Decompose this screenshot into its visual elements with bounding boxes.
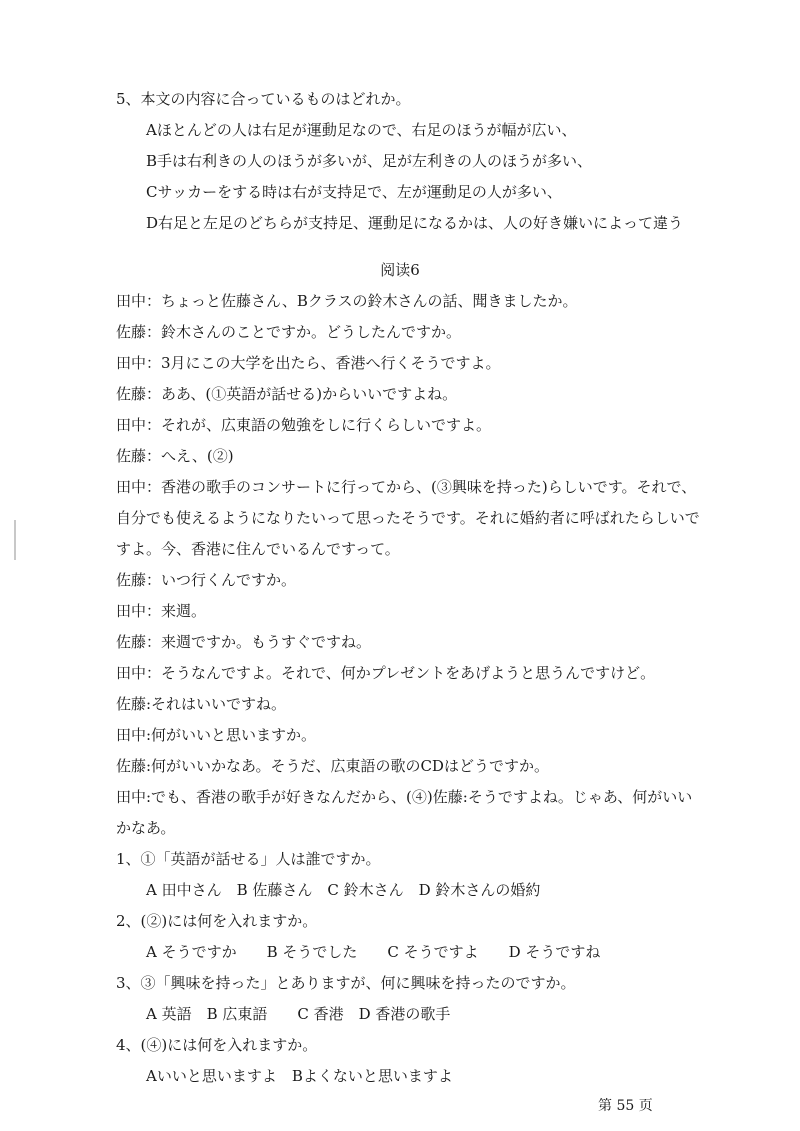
dialogue-line: かなあ。 — [116, 819, 176, 837]
dialogue-line: 田中:何がいいと思いますか。 — [116, 726, 317, 744]
question-1-options: A 田中さん B 佐藤さん C 鈴木さん D 鈴木さんの婚約 — [146, 881, 541, 899]
dialogue-line: 田中:でも、香港の歌手が好きなんだから、(④)佐藤:そうですよね。じゃあ、何がいい — [116, 788, 693, 806]
dialogue-line: 佐藤:それはいいですね。 — [116, 695, 287, 713]
page-number: 第 55 页 — [598, 1098, 653, 1114]
question-4-stem: 4、(④)には何を入れますか。 — [116, 1036, 318, 1054]
dialogue-line: 佐藤：ああ、(①英語が話せる)からいいですよね。 — [116, 385, 458, 403]
dialogue-line: 田中：そうなんですよ。それで、何かプレゼントをあげようと思うんですけど。 — [116, 664, 656, 682]
dialogue-line: 佐藤：いつ行くんですか。 — [116, 571, 297, 589]
question-5-option-b: B手は右利きの人のほうが多いが、足が左利きの人のほうが多い、 — [146, 152, 593, 170]
question-5-option-c: Cサッカーをする時は右が支持足で、左が運動足の人が多い、 — [146, 183, 562, 201]
scan-binding-mark — [14, 520, 16, 560]
dialogue-line: 佐藤:何がいいかなあ。そうだ、広東語の歌のCDはどうですか。 — [116, 757, 549, 775]
dialogue-line: 自分でも使えるようになりたいって思ったそうです。それに婚約者に呼ばれたらしいで — [116, 509, 700, 527]
dialogue-line: 田中：ちょっと佐藤さん、Bクラスの鈴木さんの話、聞きましたか。 — [116, 292, 578, 310]
question-5-option-a: Aほとんどの人は右足が運動足なので、右足のほうが幅が広い、 — [146, 121, 577, 139]
question-4-options: Aいいと思いますよ Bよくないと思いますよ — [146, 1067, 453, 1085]
question-2-stem: 2、(②)には何を入れますか。 — [116, 912, 318, 930]
question-3-options: A 英語 B 広東語 C 香港 D 香港の歌手 — [146, 1005, 451, 1023]
question-5-option-d: D右足と左足のどちらが支持足、運動足になるかは、人の好き嫌いによって違う — [146, 214, 684, 232]
question-5-stem: 5、本文の内容に合っているものはどれか。 — [116, 90, 411, 108]
dialogue-line: 佐藤：へえ、(②) — [116, 447, 234, 465]
dialogue-line: 田中：3月にこの大学を出たら、香港へ行くそうですよ。 — [116, 354, 501, 372]
question-3-stem: 3、③「興味を持った」とありますが、何に興味を持ったのですか。 — [116, 974, 576, 992]
dialogue-line: 田中：それが、広東語の勉強をしに行くらしいですよ。 — [116, 416, 492, 434]
section-title: 阅读6 — [380, 261, 420, 279]
question-1-stem: 1、①「英語が話せる」人は誰ですか。 — [116, 850, 381, 868]
dialogue-line: すよ。今、香港に住んでいるんですって。 — [116, 540, 400, 558]
dialogue-line: 佐藤：来週ですか。もうすぐですね。 — [116, 633, 372, 651]
dialogue-line: 田中：来週。 — [116, 602, 207, 620]
question-2-options: A そうですか B そうでした C そうですよ D そうですね — [146, 943, 601, 961]
dialogue-line: 佐藤：鈴木さんのことですか。どうしたんですか。 — [116, 323, 462, 341]
dialogue-line: 田中：香港の歌手のコンサートに行ってから、(③興味を持った)らしいです。それで、 — [116, 478, 697, 496]
